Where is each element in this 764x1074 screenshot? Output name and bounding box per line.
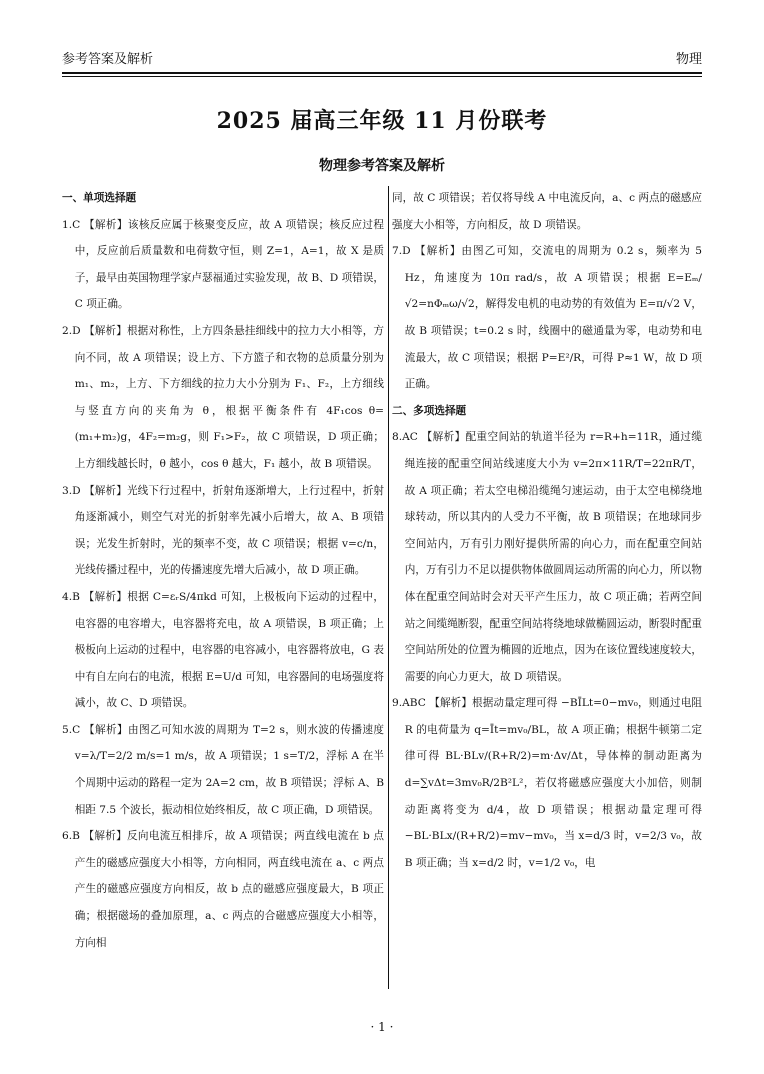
answer-item: 2.D 【解析】根据对称性，上方四条悬挂细线中的拉力大小相等，方向不同，故 A 项错误；设上方、下方篮子和衣物的总质量分别为 m₁、m₂，上方、下方细线的拉力大小分别为 F₁、F₂，上方细线与竖直方向的夹角为 θ，根据平衡条件有 4F₁cos θ=(m₁+m₂)g，4F₂=m₂g，则 F₁>F₂，故 C 项错误，D 项正确；上方细线越长时，θ 越小，cos θ 越大，F₁ 越小，故 B 项错误。 (62, 324, 384, 470)
document-title: 2025 届高三年级 11 月份联考 (216, 108, 548, 134)
answer-continuation: 同，故 C 项错误；若仅将导线 A 中电流反向，a、c 两点的磁感应强度大小相等，方向相反，故 D 项错误。 (392, 192, 702, 231)
answer-item: 9.ABC 【解析】根据动量定理可得 −BĪLt=0−mv₀，则通过电阻 R 的电荷量为 q=Īt=mv₀/BL，故 A 项正确；根据牛顿第二定律可得 BL·BLv/(R+R/2)=m·Δv/Δt，导体棒的制动距离为 d=∑vΔt=3mv₀R/2B²L²，若仅将磁感应强度大小加倍，则制动距离将变为 d/4，故 D 项错误；根据动量定理可得 −BL·BLx/(R+R/2)=mv−mv₀，当 x=d/3 时，v=2/3 v₀，故 B 项正确；当 x=d/2 时，v=1/2 v₀，电 (392, 697, 702, 869)
page-number: · 1 · (370, 1020, 394, 1034)
answer-item: 4.B 【解析】根据 C=εᵣS/4πkd 可知，上极板向下运动的过程中，电容器的电容增大，电容器将充电，故 A 项错误，B 项正确；上极板向上运动的过程中，电容器的电容减小，电容器将放电，G 表中有自左向右的电流，根据 E=U/d 可知，电容器间的电场强度将减小，故 C、D 项错误。 (62, 590, 384, 710)
answer-item: 3.D 【解析】光线下行过程中，折射角逐渐增大，上行过程中，折射角逐渐减小，则空气对光的折射率先减小后增大，故 A、B 项错误；光发生折射时，光的频率不变，故 C 项错误；根据 v=c/n，光线传播过程中，光的传播速度先增大后减小，故 D 项正确。 (62, 484, 384, 577)
column-divider (388, 186, 389, 989)
document-subtitle: 物理参考答案及解析 (319, 158, 445, 174)
section-heading: 一、单项选择题 (62, 192, 137, 204)
answer-item: 5.C 【解析】由图乙可知水波的周期为 T=2 s，则水波的传播速度 v=λ/T=2/2 m/s=1 m/s，故 A 项错误；1 s=T/2，浮标 A 在半个周期中运动的路程一定为 2A=2 cm，故 B 项错误；浮标 A、B 相距 7.5 个波长，振动相位始终相反，故 C 项正确，D 项错误。 (62, 723, 384, 816)
answer-item: 7.D 【解析】由图乙可知，交流电的周期为 0.2 s，频率为 5 Hz，角速度为 10π rad/s，故 A 项错误；根据 E=Eₘ/√2=nΦₘω/√2，解得发电机的电动势的有效值为 E=π/√2 V，故 B 项错误；t=0.2 s 时，线圈中的磁通量为零，电动势和电流最大，故 C 项错误；根据 P=E²/R，可得 P≈1 W，故 D 项正确。 (392, 245, 702, 391)
header-rule-thin (62, 76, 702, 77)
header-subject-label: 物理 (675, 52, 702, 67)
header-left-label: 参考答案及解析 (62, 52, 154, 67)
answer-item: 1.C 【解析】该核反应属于核聚变反应，故 A 项错误；核反应过程中，反应前后质量数和电荷数守恒，则 Z=1，A=1，故 X 是质子，最早由英国物理学家卢瑟福通过实验发现，故 B、D 项错误，C 项正确。 (62, 218, 384, 311)
answer-item: 6.B 【解析】反向电流互相排斥，故 A 项错误；两直线电流在 b 点产生的磁感应强度大小相等，方向相同，两直线电流在 a、c 两点产生的磁感应强度方向相反，故 b 点的磁感应强度最大，B 项正确；根据磁场的叠加原理，a、c 两点的合磁感应强度大小相等，方向相 (62, 830, 384, 949)
page-header (62, 42, 702, 72)
header-rule-thick (62, 72, 702, 74)
left-column (62, 185, 384, 956)
answer-item: 8.AC 【解析】配重空间站的轨道半径为 r=R+h=11R，通过缆绳连接的配重空间站线速度大小为 v=2π×11R/T=22πR/T，故 A 项正确；若太空电梯沿缆绳匀速运动，由于太空电梯绕地球转动，所以其内的人受力不平衡，故 B 项错误；在地球同步空间站内，万有引力刚好提供所需的向心力，而在配重空间站内，万有引力不足以提供物体做圆周运动所需的向心力，所以物体在配重空间站时会对天平产生压力，故 C 项正确；若两空间站之间缆绳断裂，配重空间站将绕地球做椭圆运动，断裂时配重空间站所处的位置为椭圆的近地点，因为在该位置线速度较大，需要的向心力更大，故 D 项错误。 (392, 431, 702, 683)
right-column (392, 185, 702, 876)
section-heading: 二、多项选择题 (392, 404, 467, 417)
